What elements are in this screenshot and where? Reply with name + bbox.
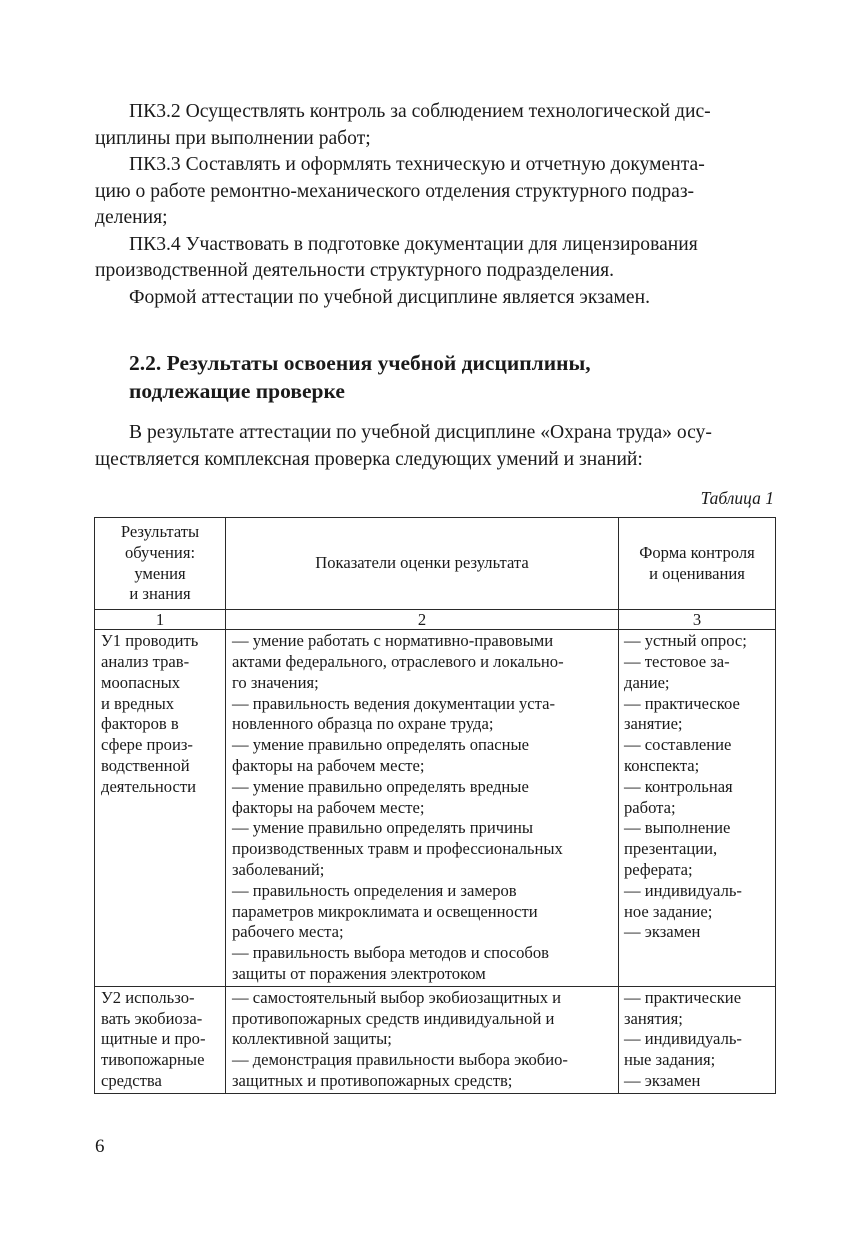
text-line: В результате аттестации по учебной дисциплине «Охрана труда» осу- bbox=[129, 422, 712, 443]
table-header-row bbox=[95, 518, 776, 610]
text-line: ПК3.2 Осуществлять контроль за соблюдением технологической дис- bbox=[129, 101, 711, 122]
paragraph-attestation bbox=[95, 285, 774, 312]
header-evaluation-indicators: Показатели оценки результата bbox=[226, 518, 619, 610]
text-line: циплины при выполнении работ; bbox=[95, 127, 371, 149]
text-line: ПК3.3 Составлять и оформлять техническую и отчетную документа- bbox=[129, 154, 705, 175]
header-learning-outcomes: Результаты обучения: умения и знания bbox=[95, 518, 226, 610]
indicators-cell: — самостоятельный выбор экобиозащитных и противопожарных средств индивидуальной и коллективной защиты; — демонстрация правильности выбора экобио- защитных и противопожарных средств; bbox=[226, 986, 619, 1093]
competency-paragraphs bbox=[95, 99, 774, 311]
indicators-cell: — умение работать с нормативно-правовыми актами федерального, отраслевого и локально- го значения; — правильность ведения документации уста- новленного образца по охране труда; — умение правильно определять опасные факторы на рабочем месте; — умение правильно определять вредные факторы на рабочем месте; — умение правильно определять причины производственных травм и профессиональных заболеваний; — правильность определения и замеров параметров микроклимата и освещенности рабочего места; — правильность выбора методов и способов защиты от поражения электротоком bbox=[226, 630, 619, 987]
heading-line: подлежащие проверке bbox=[129, 379, 345, 403]
paragraph-pk33 bbox=[95, 152, 774, 232]
page-number: 6 bbox=[95, 1136, 105, 1157]
column-number: 2 bbox=[226, 610, 619, 630]
table-row bbox=[95, 986, 776, 1093]
text-line: деления; bbox=[95, 207, 168, 228]
skill-cell: У1 проводить анализ трав- моопасных и вредных факторов в сфере произ- водственной деятельности bbox=[95, 630, 226, 987]
column-number-row bbox=[95, 610, 776, 630]
results-table bbox=[94, 517, 776, 1094]
table-caption: Таблица 1 bbox=[700, 488, 774, 508]
control-form-cell: — практические занятия; — индивидуаль- ные задания; — экзамен bbox=[619, 986, 776, 1093]
paragraph-pk32 bbox=[95, 99, 774, 152]
column-number: 1 bbox=[95, 610, 226, 630]
table-row bbox=[95, 630, 776, 987]
skill-cell: У2 использо- вать экобиоза- щитные и про- тивопожарные средства bbox=[95, 986, 226, 1093]
section-heading bbox=[129, 349, 774, 405]
paragraph-pk34 bbox=[95, 232, 774, 285]
heading-line: 2.2. Результаты освоения учебной дисциплины, bbox=[129, 351, 591, 375]
control-form-cell: — устный опрос; — тестовое за- дание; — практическое занятие; — составление конспекта; — контрольная работа; — выполнение презентации, реферата; — индивидуаль- ное задание; — экзамен bbox=[619, 630, 776, 987]
intro-paragraph bbox=[95, 420, 774, 473]
text-line: Формой аттестации по учебной дисциплине является экзамен. bbox=[129, 286, 651, 308]
text-line: ществляется комплексная проверка следующих умений и знаний: bbox=[95, 448, 643, 470]
column-number: 3 bbox=[619, 610, 776, 630]
text-line: цию о работе ремонтно-механического отделения структурного подраз- bbox=[95, 180, 695, 202]
text-line: производственной деятельности структурного подразделения. bbox=[95, 260, 615, 281]
text-line: ПК3.4 Участвовать в подготовке документации для лицензирования bbox=[129, 233, 698, 255]
header-control-form: Форма контроля и оценивания bbox=[619, 518, 776, 610]
